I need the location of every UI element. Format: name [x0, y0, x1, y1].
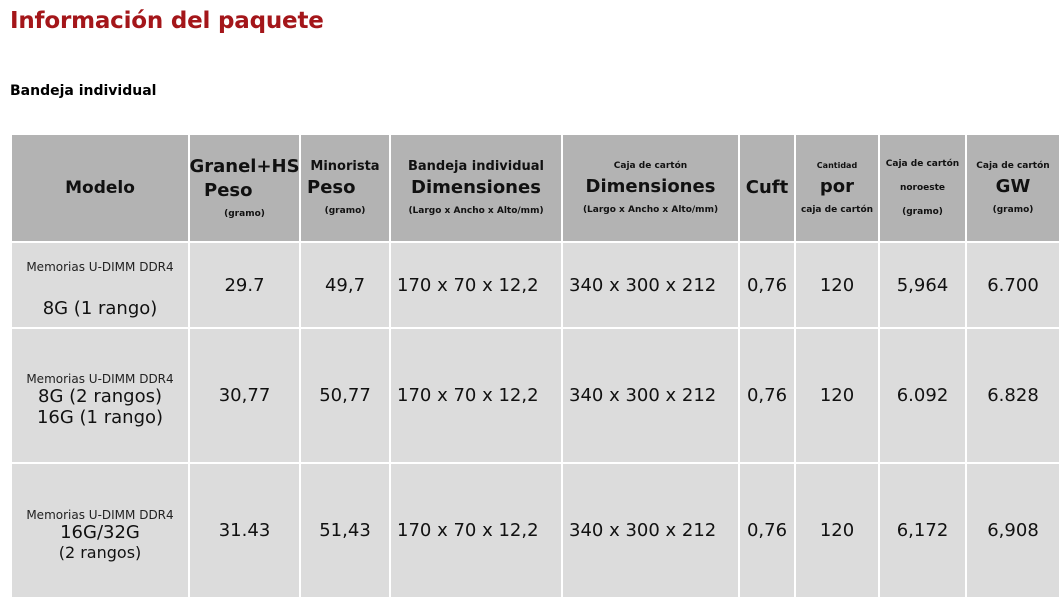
cell-quantity: 120 — [795, 242, 879, 328]
section-subtitle: Bandeja individual — [10, 83, 157, 99]
page-title: Información del paquete — [10, 8, 324, 34]
cell-quantity: 120 — [795, 463, 879, 598]
table-row — [11, 328, 1060, 463]
cell-retail-weight: 49,7 — [300, 242, 390, 328]
cell-carton-dims: 340 x 300 x 212 — [562, 463, 739, 598]
cell-retail-weight: 50,77 — [300, 328, 390, 463]
table-header-row — [11, 134, 1060, 242]
table-row — [11, 463, 1060, 598]
header-cuft: Cuft — [739, 134, 795, 242]
header-retail-weight: Minorista Peso (gramo) — [300, 134, 390, 242]
cell-cuft: 0,76 — [739, 242, 795, 328]
cell-net-weight: 6,172 — [879, 463, 966, 598]
header-modelo: Modelo — [11, 134, 189, 242]
header-net-weight: Caja de cartón noroeste (gramo) — [879, 134, 966, 242]
cell-model: Memorias U-DIMM DDR4 8G (1 rango) — [11, 242, 189, 328]
cell-model: Memorias U-DIMM DDR4 16G/32G (2 rangos) — [11, 463, 189, 598]
cell-cuft: 0,76 — [739, 328, 795, 463]
cell-tray-dims: 170 x 70 x 12,2 — [390, 463, 562, 598]
cell-retail-weight: 51,43 — [300, 463, 390, 598]
header-gross-weight: Caja de cartón GW (gramo) — [966, 134, 1060, 242]
header-tray-dimensions: Bandeja individual Dimensiones (Largo x Ancho x Alto/mm) — [390, 134, 562, 242]
cell-carton-dims: 340 x 300 x 212 — [562, 328, 739, 463]
cell-gross-weight: 6.700 — [966, 242, 1060, 328]
cell-gross-weight: 6,908 — [966, 463, 1060, 598]
cell-carton-dims: 340 x 300 x 212 — [562, 242, 739, 328]
header-quantity: Cantidad por caja de cartón — [795, 134, 879, 242]
cell-quantity: 120 — [795, 328, 879, 463]
cell-bulk-weight: 30,77 — [189, 328, 300, 463]
cell-gross-weight: 6.828 — [966, 328, 1060, 463]
cell-cuft: 0,76 — [739, 463, 795, 598]
cell-bulk-weight: 31.43 — [189, 463, 300, 598]
header-bulk-weight: Granel+HS Peso (gramo) — [189, 134, 300, 242]
cell-model: Memorias U-DIMM DDR4 8G (2 rangos) 16G (1 rango) — [11, 328, 189, 463]
header-carton-dimensions: Caja de cartón Dimensiones (Largo x Ancho x Alto/mm) — [562, 134, 739, 242]
cell-tray-dims: 170 x 70 x 12,2 — [390, 328, 562, 463]
cell-net-weight: 5,964 — [879, 242, 966, 328]
cell-tray-dims: 170 x 70 x 12,2 — [390, 242, 562, 328]
package-info-table — [10, 133, 1061, 599]
cell-net-weight: 6.092 — [879, 328, 966, 463]
cell-bulk-weight: 29.7 — [189, 242, 300, 328]
table-row — [11, 242, 1060, 328]
